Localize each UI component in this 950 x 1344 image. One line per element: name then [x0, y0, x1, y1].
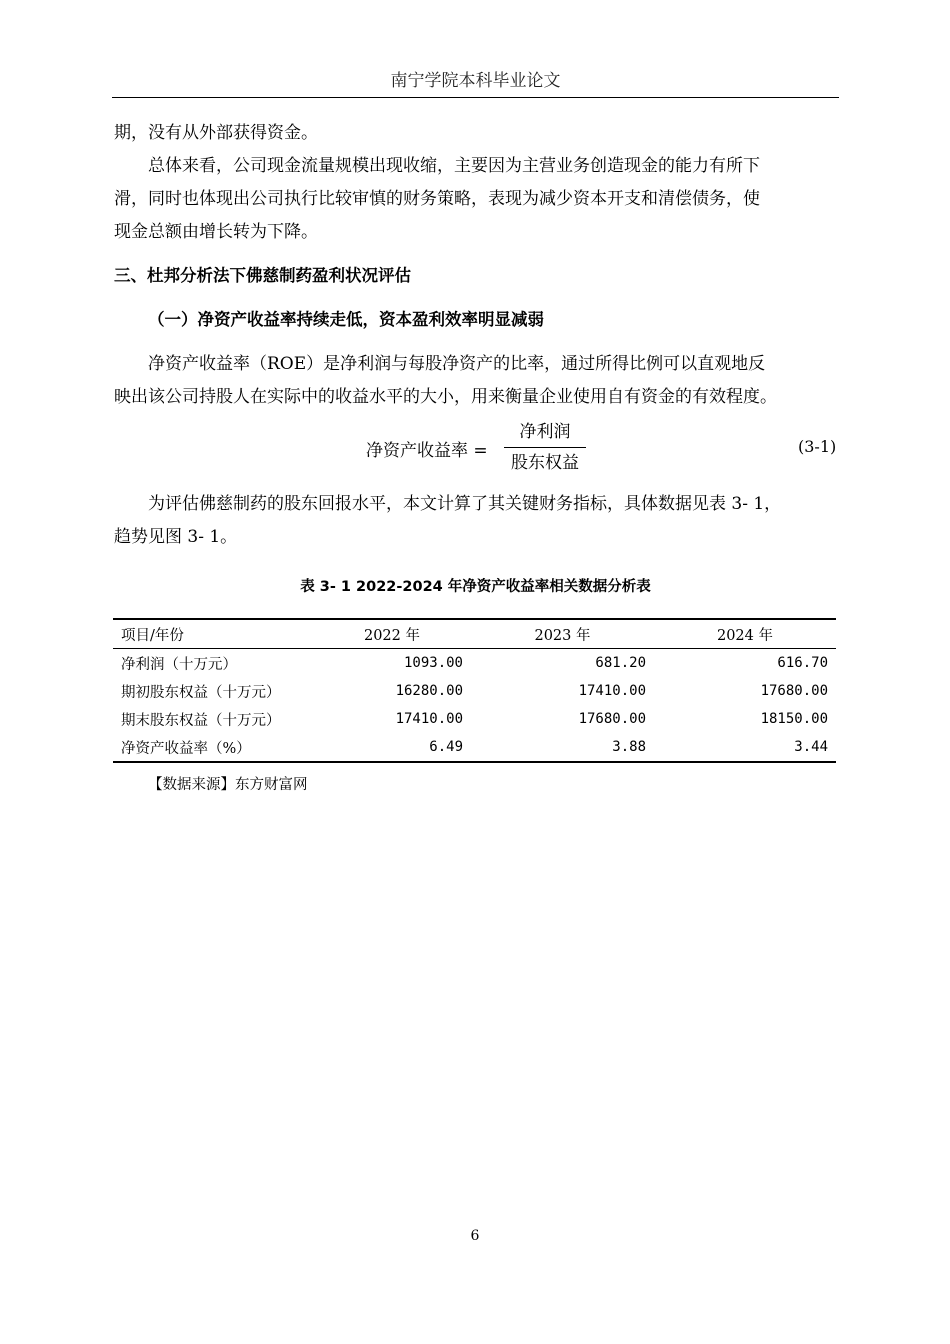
row-label: 期末股东权益（十万元）: [121, 712, 281, 729]
table-cell: 616.70: [777, 655, 828, 671]
table-cell: 1093.00: [403, 655, 463, 671]
table-cell: 18150.00: [760, 711, 828, 727]
row-label: 净资产收益率（%）: [121, 740, 251, 757]
table-cell: 17410.00: [578, 683, 646, 699]
table-row: [113, 705, 836, 733]
paragraph-line: 期，没有从外部获得资金。: [114, 123, 318, 143]
header-rule: [112, 97, 839, 98]
equation-number: (3-1): [798, 437, 837, 456]
table-cell: 6.49: [429, 739, 463, 755]
paragraph-line: 滑，同时也体现出公司执行比较审慎的财务策略，表现为减少资本开支和清偿债务，使: [114, 189, 760, 209]
section-heading: 三、杜邦分析法下佛慈制药盈利状况评估: [114, 266, 411, 285]
paragraph-line: 映出该公司持股人在实际中的收益水平的大小，用来衡量企业使用自有资金的有效程度。: [114, 387, 777, 407]
table-cell: 681.20: [595, 655, 646, 671]
table-caption: 表 3- 1 2022-2024 年净资产收益率相关数据分析表: [300, 579, 651, 595]
paragraph-line: 为评估佛慈制药的股东回报水平，本文计算了其关键财务指标，具体数据见表 3- 1，: [148, 494, 782, 514]
table-row: [113, 733, 836, 762]
table-cell: 16280.00: [395, 683, 463, 699]
paragraph-line: 总体来看，公司现金流量规模出现收缩，主要因为主营业务创造现金的能力有所下: [148, 156, 760, 176]
header-cell: 项目/年份: [121, 627, 184, 644]
paragraph-line: 趋势见图 3- 1。: [114, 527, 238, 547]
table-cell: 17410.00: [395, 711, 463, 727]
formula-lhs: 净资产收益率 =: [366, 441, 488, 461]
table-header-row: [113, 619, 836, 649]
header-cell: 2024 年: [716, 627, 773, 644]
roe-data-table: [113, 618, 836, 763]
table-cell: 3.88: [612, 739, 646, 755]
page-header: 南宁学院本科毕业论文: [390, 71, 561, 91]
formula-fraction: [504, 420, 586, 475]
row-label: 净利润（十万元）: [121, 656, 237, 673]
page-number: 6: [470, 1228, 480, 1244]
table-cell: 17680.00: [760, 683, 828, 699]
header-cell: 2023 年: [534, 627, 591, 644]
paragraph-line: 现金总额由增长转为下降。: [114, 222, 318, 242]
row-label: 期初股东权益（十万元）: [121, 684, 281, 701]
paragraph-line: 净资产收益率（ROE）是净利润与每股净资产的比率，通过所得比例可以直观地反: [148, 354, 766, 374]
formula-denominator: 股东权益: [511, 453, 579, 473]
table-cell: 3.44: [794, 739, 828, 755]
table-cell: 17680.00: [578, 711, 646, 727]
table-row: [113, 677, 836, 705]
header-cell: 2022 年: [363, 627, 420, 644]
table-row: [113, 649, 836, 678]
data-source-note: 【数据来源】东方财富网: [148, 777, 308, 793]
subsection-heading: （一）净资产收益率持续走低，资本盈利效率明显减弱: [148, 310, 544, 329]
fraction-bar: [504, 447, 586, 448]
formula-numerator: 净利润: [519, 422, 571, 442]
